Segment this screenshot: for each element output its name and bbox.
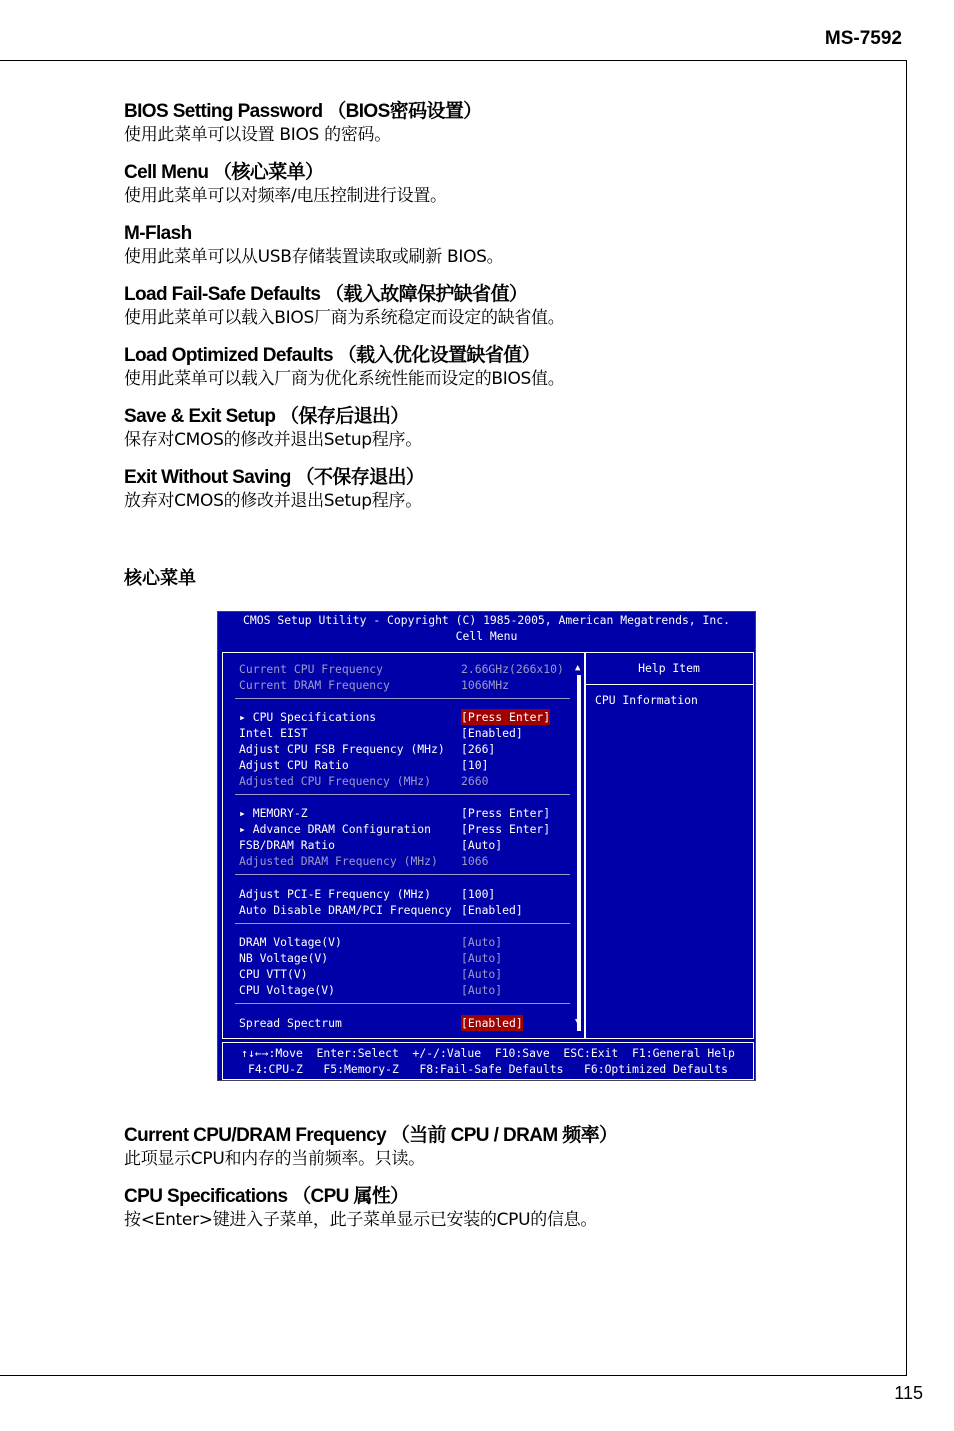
bios-row-spread-spectrum[interactable]: Spread Spectrum [Enabled] bbox=[239, 1016, 523, 1030]
bios-row: Current DRAM Frequency 1066MHz bbox=[239, 678, 510, 692]
section-title: Cell Menu （核心菜单） bbox=[124, 162, 324, 183]
section-desc: 使用此菜单可以设置 BIOS 的密码。 bbox=[124, 125, 391, 145]
bios-row[interactable]: CPU VTT(V) [Auto] bbox=[239, 967, 503, 981]
bios-row[interactable]: Adjust CPU FSB Frequency (MHz) [266] bbox=[239, 742, 496, 756]
section-save-exit bbox=[124, 405, 884, 452]
section-exit-without-saving bbox=[124, 466, 884, 513]
section-title: Save & Exit Setup （保存后退出） bbox=[124, 406, 409, 427]
bios-screenshot bbox=[217, 611, 756, 1081]
bios-row: Adjusted DRAM Frequency (MHz) 1066 bbox=[239, 854, 489, 868]
page-number: 115 bbox=[894, 1383, 923, 1403]
bios-row[interactable]: FSB/DRAM Ratio [Auto] bbox=[239, 838, 503, 852]
section-current-frequency bbox=[124, 1124, 884, 1171]
scroll-up-arrow-icon[interactable]: ▲ bbox=[575, 663, 581, 673]
section-desc: 使用此菜单可以对频率/电压控制进行设置。 bbox=[124, 186, 447, 206]
scroll-down-arrow-icon[interactable]: ▼ bbox=[575, 1017, 581, 1027]
bios-row: Current CPU Frequency 2.66GHz(266x10) bbox=[239, 662, 564, 676]
bios-row[interactable]: CPU Voltage(V) [Auto] bbox=[239, 983, 503, 997]
key-legend-line: ↑↓←→:Move Enter:Select +/-/:Value F10:Save ESC:Exit F1:General Help bbox=[241, 1046, 735, 1060]
section-desc: 保存对CMOS的修改并退出Setup程序。 bbox=[124, 430, 422, 450]
bios-row[interactable]: ▸ Advance DRAM Configuration [Press Enter] bbox=[239, 822, 551, 836]
help-text: CPU Information bbox=[595, 693, 698, 707]
section-desc: 使用此菜单可以载入厂商为优化系统性能而设定的BIOS值。 bbox=[124, 369, 565, 389]
section-title: M-Flash bbox=[124, 223, 192, 244]
section-desc: 使用此菜单可以载入BIOS厂商为系统稳定而设定的缺省值。 bbox=[124, 308, 565, 328]
key-legend-line: F4:CPU-Z F5:Memory-Z F8:Fail-Safe Defaults F6:Optimized Defaults bbox=[247, 1062, 729, 1076]
section-cell-menu bbox=[124, 161, 884, 208]
bios-divider bbox=[235, 698, 570, 699]
header-rule bbox=[0, 60, 907, 61]
right-rule bbox=[906, 60, 907, 1376]
subheading-cell-menu: 核心菜单 bbox=[124, 568, 196, 589]
bios-settings-panel bbox=[222, 652, 586, 1039]
section-title: Exit Without Saving （不保存退出） bbox=[124, 467, 425, 488]
section-bios-password bbox=[124, 100, 884, 147]
bios-row[interactable]: NB Voltage(V) [Auto] bbox=[239, 951, 503, 965]
bios-menu-name: Cell Menu bbox=[455, 629, 518, 643]
bios-key-legend bbox=[222, 1042, 754, 1080]
section-load-optimized bbox=[124, 344, 884, 391]
section-title: Load Fail-Safe Defaults （载入故障保护缺省值） bbox=[124, 284, 528, 305]
section-m-flash bbox=[124, 222, 884, 269]
bios-title: CMOS Setup Utility - Copyright (C) 1985-2005, American Megatrends, Inc. bbox=[243, 613, 730, 627]
bios-divider bbox=[235, 923, 570, 924]
section-desc: 使用此菜单可以从USB存储装置读取或刷新 BIOS。 bbox=[124, 247, 504, 267]
section-title: Load Optimized Defaults （载入优化设置缺省值） bbox=[124, 345, 541, 366]
bios-row-cpu-specifications[interactable]: ▸ CPU Specifications [Press Enter] bbox=[239, 710, 551, 724]
bios-row: Adjusted CPU Frequency (MHz) 2660 bbox=[239, 774, 489, 788]
help-divider bbox=[585, 684, 753, 685]
section-desc: 此项显示CPU和内存的当前频率。只读。 bbox=[124, 1149, 425, 1169]
scrollbar[interactable] bbox=[577, 675, 581, 1031]
model-label: MS-7592 bbox=[824, 28, 902, 49]
bios-divider bbox=[235, 1003, 570, 1004]
bios-row[interactable]: Auto Disable DRAM/PCI Frequency [Enabled] bbox=[239, 903, 523, 917]
section-cpu-specifications bbox=[124, 1185, 884, 1232]
section-title: CPU Specifications （CPU 属性） bbox=[124, 1186, 409, 1207]
help-title: Help Item bbox=[638, 661, 700, 675]
bios-row[interactable]: DRAM Voltage(V) [Auto] bbox=[239, 935, 503, 949]
section-load-fail-safe bbox=[124, 283, 884, 330]
section-title: BIOS Setting Password （BIOS密码设置） bbox=[124, 101, 482, 122]
bios-row[interactable]: Adjust CPU Ratio [10] bbox=[239, 758, 489, 772]
bios-divider bbox=[235, 874, 570, 875]
menu-descriptions bbox=[124, 100, 884, 527]
section-desc: 放弃对CMOS的修改并退出Setup程序。 bbox=[124, 491, 422, 511]
bios-help-panel bbox=[584, 652, 754, 1039]
bios-divider bbox=[235, 794, 570, 795]
bios-header bbox=[218, 612, 755, 644]
section-desc: 按<Enter>键进入子菜单，此子菜单显示已安装的CPU的信息。 bbox=[124, 1210, 598, 1230]
bios-row[interactable]: Intel EIST [Enabled] bbox=[239, 726, 523, 740]
bios-row[interactable]: ▸ MEMORY-Z [Press Enter] bbox=[239, 806, 551, 820]
section-title: Current CPU/DRAM Frequency （当前 CPU / DRAM 频率） bbox=[124, 1125, 618, 1146]
item-descriptions bbox=[124, 1124, 884, 1246]
footer-rule bbox=[0, 1375, 907, 1376]
bios-row[interactable]: Adjust PCI-E Frequency (MHz) [100] bbox=[239, 887, 496, 901]
